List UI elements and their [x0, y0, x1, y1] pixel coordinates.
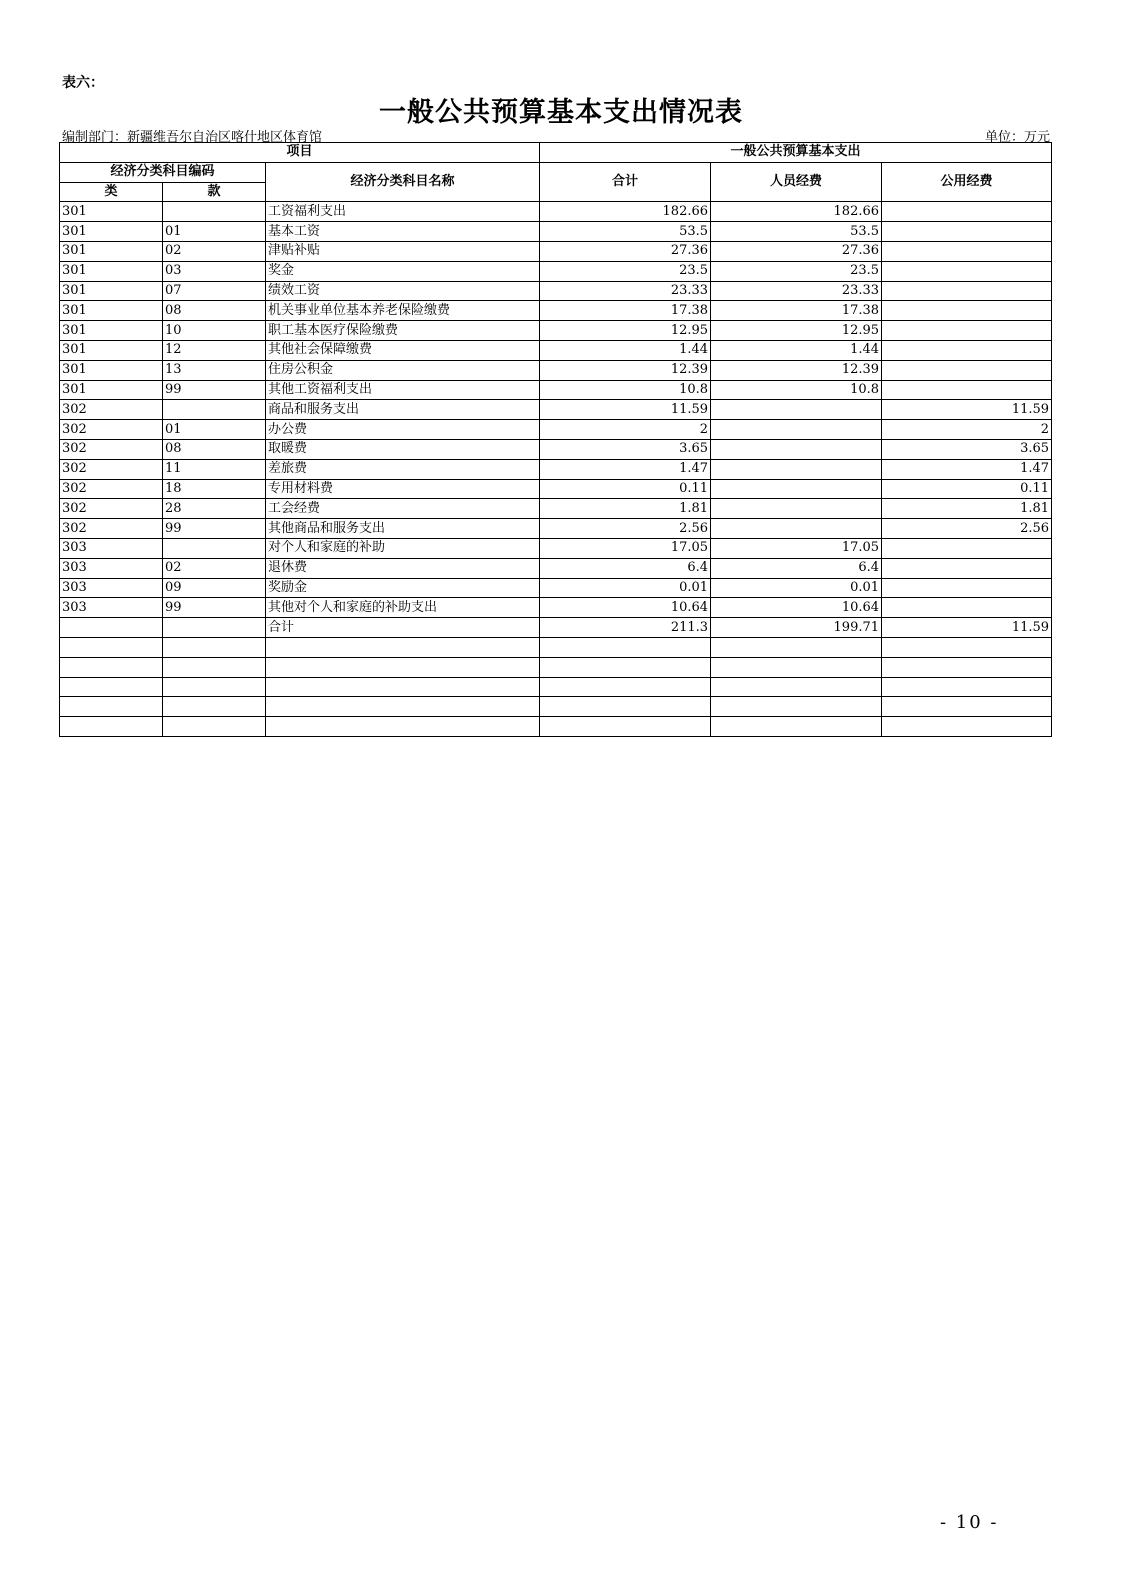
- total-cell: 2.56: [540, 519, 711, 539]
- empty-cell: [540, 657, 711, 677]
- total-cell: 1.44: [540, 340, 711, 360]
- table-row: [60, 420, 1052, 440]
- item-code-cell: 18: [163, 479, 266, 499]
- empty-cell: [266, 677, 540, 697]
- item-code-cell: [163, 538, 266, 558]
- page-number: - 10 -: [940, 1512, 999, 1533]
- total-cell: 11.59: [540, 400, 711, 420]
- personnel-cell: 6.4: [711, 558, 882, 578]
- empty-cell: [60, 677, 163, 697]
- personnel-cell: 23.33: [711, 281, 882, 301]
- total-cell: 10.64: [540, 598, 711, 618]
- total-cell: 17.05: [540, 538, 711, 558]
- personnel-cell: [711, 499, 882, 519]
- total-column-header: 合计: [540, 162, 711, 202]
- table-row: [60, 618, 1052, 638]
- item-code-cell: 07: [163, 281, 266, 301]
- item-code-cell: 10: [163, 321, 266, 341]
- public-cell: 2: [882, 420, 1052, 440]
- total-cell: 2: [540, 420, 711, 440]
- class-code-cell: 301: [60, 301, 163, 321]
- empty-cell: [163, 697, 266, 717]
- empty-cell: [711, 677, 882, 697]
- total-cell: 1.47: [540, 459, 711, 479]
- personnel-cell: 27.36: [711, 241, 882, 261]
- total-cell: 10.8: [540, 380, 711, 400]
- public-cell: 11.59: [882, 618, 1052, 638]
- category-name-cell: 专用材料费: [266, 479, 540, 499]
- empty-cell: [540, 717, 711, 737]
- table-row: [60, 321, 1052, 341]
- class-code-cell: 302: [60, 519, 163, 539]
- table-row: [60, 459, 1052, 479]
- class-code-cell: 301: [60, 360, 163, 380]
- public-cell: [882, 222, 1052, 242]
- empty-cell: [882, 657, 1052, 677]
- total-cell: 1.81: [540, 499, 711, 519]
- personnel-cell: [711, 479, 882, 499]
- category-name-cell: 其他工资福利支出: [266, 380, 540, 400]
- table-row: [60, 301, 1052, 321]
- category-name-cell: 办公费: [266, 420, 540, 440]
- public-cell: [882, 340, 1052, 360]
- total-cell: 0.01: [540, 578, 711, 598]
- category-name-cell: 津贴补贴: [266, 241, 540, 261]
- empty-cell: [163, 677, 266, 697]
- empty-cell: [266, 697, 540, 717]
- empty-cell: [60, 637, 163, 657]
- class-code-cell: 302: [60, 400, 163, 420]
- blank-row: [60, 677, 1052, 697]
- table-row: [60, 538, 1052, 558]
- empty-cell: [882, 717, 1052, 737]
- personnel-cell: 17.38: [711, 301, 882, 321]
- public-cell: [882, 241, 1052, 261]
- class-code-cell: 301: [60, 222, 163, 242]
- public-cell: [882, 321, 1052, 341]
- item-code-cell: 28: [163, 499, 266, 519]
- empty-cell: [266, 717, 540, 737]
- department-label: 编制部门：新疆维吾尔自治区喀什地区体育馆: [62, 130, 323, 145]
- personnel-cell: 199.71: [711, 618, 882, 638]
- page-title: 一般公共预算基本支出情况表: [379, 97, 743, 128]
- table-row: [60, 400, 1052, 420]
- category-name-cell: 退休费: [266, 558, 540, 578]
- table-row: [60, 558, 1052, 578]
- category-name-cell: 工资福利支出: [266, 202, 540, 222]
- public-cell: [882, 301, 1052, 321]
- public-cell: 2.56: [882, 519, 1052, 539]
- class-code-cell: [60, 618, 163, 638]
- public-cell: 0.11: [882, 479, 1052, 499]
- blank-row: [60, 697, 1052, 717]
- table-row: [60, 281, 1052, 301]
- empty-cell: [60, 717, 163, 737]
- class-column-header: 类: [60, 182, 163, 202]
- table-label: 表六：: [62, 75, 104, 91]
- header-row-1: [60, 143, 1052, 163]
- category-name-cell: 奖金: [266, 261, 540, 281]
- total-cell: 12.39: [540, 360, 711, 380]
- item-code-cell: 02: [163, 558, 266, 578]
- category-name-cell: 奖励金: [266, 578, 540, 598]
- table-row: [60, 380, 1052, 400]
- item-code-cell: 12: [163, 340, 266, 360]
- table-body: [60, 202, 1052, 737]
- category-name-cell: 机关事业单位基本养老保险缴费: [266, 301, 540, 321]
- class-code-cell: 302: [60, 499, 163, 519]
- empty-cell: [711, 717, 882, 737]
- category-name-cell: 商品和服务支出: [266, 400, 540, 420]
- category-name-cell: 取暖费: [266, 439, 540, 459]
- class-code-cell: 302: [60, 420, 163, 440]
- class-code-cell: 302: [60, 459, 163, 479]
- class-code-cell: 301: [60, 321, 163, 341]
- personnel-cell: 182.66: [711, 202, 882, 222]
- empty-cell: [711, 697, 882, 717]
- category-name-cell: 其他对个人和家庭的补助支出: [266, 598, 540, 618]
- empty-cell: [540, 697, 711, 717]
- item-code-cell: 02: [163, 241, 266, 261]
- item-code-cell: 13: [163, 360, 266, 380]
- code-group-header: 经济分类科目编码: [60, 162, 266, 182]
- class-code-cell: 303: [60, 538, 163, 558]
- empty-cell: [882, 677, 1052, 697]
- category-name-cell: 其他商品和服务支出: [266, 519, 540, 539]
- total-cell: 211.3: [540, 618, 711, 638]
- empty-cell: [711, 637, 882, 657]
- personnel-cell: 1.44: [711, 340, 882, 360]
- public-cell: [882, 380, 1052, 400]
- personnel-cell: 10.64: [711, 598, 882, 618]
- total-cell: 27.36: [540, 241, 711, 261]
- empty-cell: [60, 697, 163, 717]
- budget-table: [59, 142, 1052, 737]
- table-row: [60, 360, 1052, 380]
- public-cell: [882, 202, 1052, 222]
- item-code-cell: 99: [163, 519, 266, 539]
- header-row-2: [60, 162, 1052, 182]
- table-row: [60, 241, 1052, 261]
- class-code-cell: 301: [60, 340, 163, 360]
- empty-cell: [60, 657, 163, 677]
- table-row: [60, 202, 1052, 222]
- category-name-cell: 住房公积金: [266, 360, 540, 380]
- item-code-cell: [163, 618, 266, 638]
- public-cell: [882, 360, 1052, 380]
- table-row: [60, 578, 1052, 598]
- personnel-cell: 0.01: [711, 578, 882, 598]
- blank-row: [60, 637, 1052, 657]
- class-code-cell: 303: [60, 558, 163, 578]
- table-row: [60, 499, 1052, 519]
- personnel-cell: 12.95: [711, 321, 882, 341]
- item-code-cell: [163, 202, 266, 222]
- public-cell: 3.65: [882, 439, 1052, 459]
- public-column-header: 公用经费: [882, 162, 1052, 202]
- public-cell: 11.59: [882, 400, 1052, 420]
- total-cell: 17.38: [540, 301, 711, 321]
- category-name-cell: 其他社会保障缴费: [266, 340, 540, 360]
- item-code-cell: 99: [163, 598, 266, 618]
- total-cell: 0.11: [540, 479, 711, 499]
- class-code-cell: 302: [60, 439, 163, 459]
- item-code-cell: 08: [163, 301, 266, 321]
- personnel-cell: 53.5: [711, 222, 882, 242]
- table-row: [60, 519, 1052, 539]
- class-code-cell: 301: [60, 202, 163, 222]
- table-row: [60, 222, 1052, 242]
- empty-cell: [266, 657, 540, 677]
- total-cell: 23.5: [540, 261, 711, 281]
- table-row: [60, 479, 1052, 499]
- class-code-cell: 303: [60, 598, 163, 618]
- total-cell: 6.4: [540, 558, 711, 578]
- public-cell: 1.47: [882, 459, 1052, 479]
- empty-cell: [540, 637, 711, 657]
- class-code-cell: 301: [60, 261, 163, 281]
- personnel-cell: 23.5: [711, 261, 882, 281]
- total-cell: 53.5: [540, 222, 711, 242]
- table-row: [60, 261, 1052, 281]
- budget-group-header: 一般公共预算基本支出: [540, 143, 1052, 163]
- category-name-cell: 绩效工资: [266, 281, 540, 301]
- item-code-cell: 08: [163, 439, 266, 459]
- category-name-cell: 基本工资: [266, 222, 540, 242]
- class-code-cell: 302: [60, 479, 163, 499]
- personnel-cell: 17.05: [711, 538, 882, 558]
- public-cell: 1.81: [882, 499, 1052, 519]
- personnel-cell: [711, 400, 882, 420]
- class-code-cell: 301: [60, 241, 163, 261]
- name-column-header: 经济分类科目名称: [266, 162, 540, 202]
- empty-cell: [163, 657, 266, 677]
- personnel-cell: [711, 439, 882, 459]
- item-code-cell: 01: [163, 420, 266, 440]
- item-code-cell: 11: [163, 459, 266, 479]
- total-cell: 23.33: [540, 281, 711, 301]
- public-cell: [882, 578, 1052, 598]
- empty-cell: [711, 657, 882, 677]
- personnel-cell: 12.39: [711, 360, 882, 380]
- item-code-cell: [163, 400, 266, 420]
- item-code-cell: 09: [163, 578, 266, 598]
- personnel-cell: [711, 519, 882, 539]
- personnel-column-header: 人员经费: [711, 162, 882, 202]
- category-name-cell: 合计: [266, 618, 540, 638]
- blank-row: [60, 657, 1052, 677]
- empty-cell: [882, 637, 1052, 657]
- class-code-cell: 301: [60, 380, 163, 400]
- public-cell: [882, 281, 1052, 301]
- category-name-cell: 对个人和家庭的补助: [266, 538, 540, 558]
- item-code-cell: 01: [163, 222, 266, 242]
- unit-label: 单位：万元: [984, 130, 1050, 145]
- category-name-cell: 差旅费: [266, 459, 540, 479]
- empty-cell: [266, 637, 540, 657]
- public-cell: [882, 558, 1052, 578]
- total-cell: 3.65: [540, 439, 711, 459]
- class-code-cell: 301: [60, 281, 163, 301]
- blank-row: [60, 717, 1052, 737]
- total-cell: 182.66: [540, 202, 711, 222]
- project-header: 项目: [60, 143, 540, 163]
- category-name-cell: 工会经费: [266, 499, 540, 519]
- total-cell: 12.95: [540, 321, 711, 341]
- personnel-cell: [711, 459, 882, 479]
- empty-cell: [163, 717, 266, 737]
- personnel-cell: [711, 420, 882, 440]
- public-cell: [882, 598, 1052, 618]
- item-column-header: 款: [163, 182, 266, 202]
- class-code-cell: 303: [60, 578, 163, 598]
- item-code-cell: 99: [163, 380, 266, 400]
- public-cell: [882, 538, 1052, 558]
- public-cell: [882, 261, 1052, 281]
- empty-cell: [163, 637, 266, 657]
- personnel-cell: 10.8: [711, 380, 882, 400]
- table-row: [60, 598, 1052, 618]
- item-code-cell: 03: [163, 261, 266, 281]
- category-name-cell: 职工基本医疗保险缴费: [266, 321, 540, 341]
- empty-cell: [882, 697, 1052, 717]
- table-row: [60, 439, 1052, 459]
- table-row: [60, 340, 1052, 360]
- empty-cell: [540, 677, 711, 697]
